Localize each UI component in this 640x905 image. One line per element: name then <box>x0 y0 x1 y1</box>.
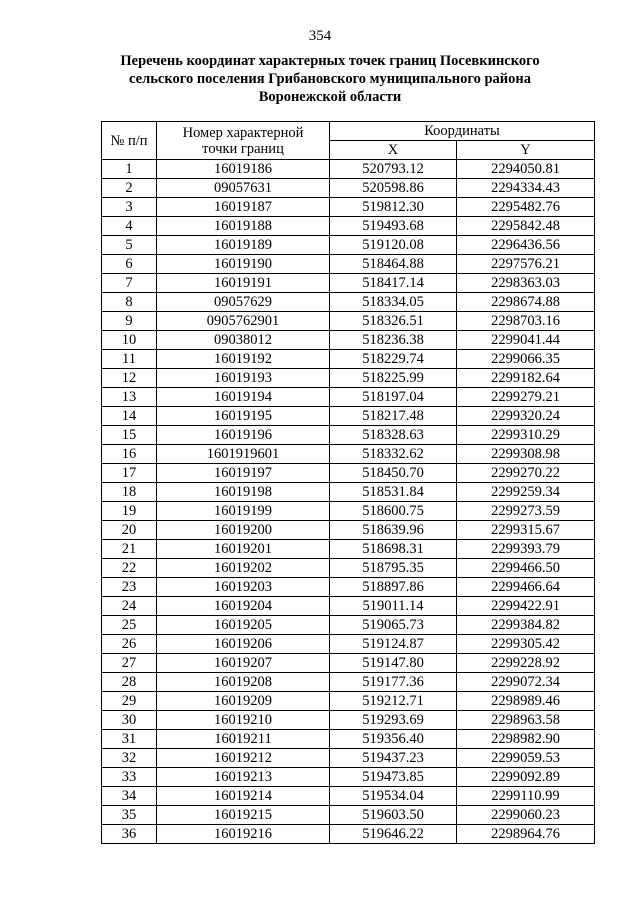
table-row <box>102 160 595 179</box>
table-row <box>102 331 595 350</box>
cell-y: 2296436.56 <box>457 236 595 255</box>
page-number: 354 <box>308 28 332 44</box>
cell-y: 2299320.24 <box>457 407 595 426</box>
title-line-3: Воронежской области <box>258 89 402 105</box>
table-row <box>102 179 595 198</box>
cell-point-id: 16019190 <box>157 255 330 274</box>
cell-y: 2295842.48 <box>457 217 595 236</box>
cell-point-id: 16019215 <box>157 806 330 825</box>
cell-x: 519356.40 <box>330 730 457 749</box>
cell-y: 2299273.59 <box>457 502 595 521</box>
table-row <box>102 711 595 730</box>
table-row <box>102 350 595 369</box>
table-row <box>102 274 595 293</box>
title-line-2: сельского поселения Грибановского муниципального района <box>129 71 531 87</box>
cell-x: 519646.22 <box>330 825 457 844</box>
cell-y: 2298989.46 <box>457 692 595 711</box>
cell-point-id: 16019201 <box>157 540 330 559</box>
cell-x: 519177.36 <box>330 673 457 692</box>
cell-num: 20 <box>102 521 157 540</box>
table-row <box>102 312 595 331</box>
cell-point-id: 16019210 <box>157 711 330 730</box>
cell-y: 2299182.64 <box>457 369 595 388</box>
coordinates-table <box>101 121 595 844</box>
cell-x: 519065.73 <box>330 616 457 635</box>
cell-point-id: 16019189 <box>157 236 330 255</box>
cell-x: 518197.04 <box>330 388 457 407</box>
cell-point-id: 16019194 <box>157 388 330 407</box>
cell-y: 2298963.58 <box>457 711 595 730</box>
cell-point-id: 09057629 <box>157 293 330 312</box>
cell-x: 519120.08 <box>330 236 457 255</box>
cell-x: 519147.80 <box>330 654 457 673</box>
cell-x: 519124.87 <box>330 635 457 654</box>
table-row <box>102 236 595 255</box>
cell-num: 34 <box>102 787 157 806</box>
document-title <box>110 52 550 106</box>
cell-point-id: 16019191 <box>157 274 330 293</box>
cell-point-id: 16019200 <box>157 521 330 540</box>
table-row <box>102 559 595 578</box>
table-row <box>102 293 595 312</box>
cell-y: 2299270.22 <box>457 464 595 483</box>
cell-point-id: 16019195 <box>157 407 330 426</box>
cell-num: 18 <box>102 483 157 502</box>
cell-num: 7 <box>102 274 157 293</box>
cell-x: 518229.74 <box>330 350 457 369</box>
cell-x: 518236.38 <box>330 331 457 350</box>
cell-y: 2299092.89 <box>457 768 595 787</box>
cell-point-id: 16019212 <box>157 749 330 768</box>
cell-point-id: 16019197 <box>157 464 330 483</box>
cell-point-id: 16019216 <box>157 825 330 844</box>
cell-point-id: 1601919601 <box>157 445 330 464</box>
cell-num: 30 <box>102 711 157 730</box>
cell-x: 519473.85 <box>330 768 457 787</box>
cell-x: 518334.05 <box>330 293 457 312</box>
cell-point-id: 16019203 <box>157 578 330 597</box>
header-y: Y <box>457 141 595 160</box>
cell-y: 2299060.23 <box>457 806 595 825</box>
cell-num: 31 <box>102 730 157 749</box>
cell-num: 19 <box>102 502 157 521</box>
cell-y: 2294050.81 <box>457 160 595 179</box>
cell-x: 518332.62 <box>330 445 457 464</box>
table-row <box>102 388 595 407</box>
table-row <box>102 692 595 711</box>
table-row <box>102 407 595 426</box>
cell-num: 14 <box>102 407 157 426</box>
cell-y: 2295482.76 <box>457 198 595 217</box>
cell-num: 13 <box>102 388 157 407</box>
table-row <box>102 502 595 521</box>
cell-point-id: 16019213 <box>157 768 330 787</box>
cell-x: 519011.14 <box>330 597 457 616</box>
cell-point-id: 16019202 <box>157 559 330 578</box>
table-row <box>102 464 595 483</box>
cell-x: 519437.23 <box>330 749 457 768</box>
table-row <box>102 521 595 540</box>
cell-y: 2299110.99 <box>457 787 595 806</box>
cell-num: 17 <box>102 464 157 483</box>
cell-point-id: 16019204 <box>157 597 330 616</box>
cell-x: 518639.96 <box>330 521 457 540</box>
cell-num: 11 <box>102 350 157 369</box>
cell-num: 6 <box>102 255 157 274</box>
table-row <box>102 483 595 502</box>
cell-y: 2299308.98 <box>457 445 595 464</box>
cell-x: 519812.30 <box>330 198 457 217</box>
cell-point-id: 16019188 <box>157 217 330 236</box>
table-row <box>102 217 595 236</box>
cell-point-id: 16019187 <box>157 198 330 217</box>
cell-x: 518326.51 <box>330 312 457 331</box>
cell-num: 29 <box>102 692 157 711</box>
cell-y: 2299279.21 <box>457 388 595 407</box>
cell-num: 28 <box>102 673 157 692</box>
table-row <box>102 806 595 825</box>
cell-num: 25 <box>102 616 157 635</box>
table-body <box>102 160 595 844</box>
table-row <box>102 426 595 445</box>
cell-y: 2299072.34 <box>457 673 595 692</box>
cell-point-id: 16019211 <box>157 730 330 749</box>
cell-x: 518328.63 <box>330 426 457 445</box>
cell-x: 518417.14 <box>330 274 457 293</box>
cell-num: 36 <box>102 825 157 844</box>
cell-x: 518450.70 <box>330 464 457 483</box>
cell-point-id: 0905762901 <box>157 312 330 331</box>
cell-num: 16 <box>102 445 157 464</box>
header-num: № п/п <box>102 122 157 160</box>
cell-point-id: 16019206 <box>157 635 330 654</box>
cell-x: 520793.12 <box>330 160 457 179</box>
header-x: X <box>330 141 457 160</box>
cell-x: 519293.69 <box>330 711 457 730</box>
cell-y: 2298982.90 <box>457 730 595 749</box>
table-row <box>102 749 595 768</box>
table-row <box>102 255 595 274</box>
cell-num: 4 <box>102 217 157 236</box>
cell-y: 2299384.82 <box>457 616 595 635</box>
cell-num: 26 <box>102 635 157 654</box>
cell-num: 23 <box>102 578 157 597</box>
cell-y: 2299466.64 <box>457 578 595 597</box>
table-row <box>102 730 595 749</box>
table-row <box>102 654 595 673</box>
cell-num: 32 <box>102 749 157 768</box>
table-row <box>102 616 595 635</box>
cell-point-id: 16019198 <box>157 483 330 502</box>
cell-x: 518464.88 <box>330 255 457 274</box>
header-coordinates: Координаты <box>330 122 595 141</box>
cell-y: 2299422.91 <box>457 597 595 616</box>
cell-point-id: 16019186 <box>157 160 330 179</box>
cell-num: 15 <box>102 426 157 445</box>
cell-num: 35 <box>102 806 157 825</box>
cell-x: 519212.71 <box>330 692 457 711</box>
table-row <box>102 768 595 787</box>
cell-num: 10 <box>102 331 157 350</box>
cell-y: 2299310.29 <box>457 426 595 445</box>
cell-point-id: 16019193 <box>157 369 330 388</box>
table-row <box>102 673 595 692</box>
table-row <box>102 787 595 806</box>
cell-num: 24 <box>102 597 157 616</box>
cell-x: 518897.86 <box>330 578 457 597</box>
cell-num: 27 <box>102 654 157 673</box>
table-row <box>102 445 595 464</box>
cell-x: 518225.99 <box>330 369 457 388</box>
cell-point-id: 16019214 <box>157 787 330 806</box>
table-row <box>102 635 595 654</box>
cell-num: 33 <box>102 768 157 787</box>
cell-y: 2299228.92 <box>457 654 595 673</box>
cell-num: 3 <box>102 198 157 217</box>
cell-num: 21 <box>102 540 157 559</box>
cell-num: 8 <box>102 293 157 312</box>
table-row <box>102 369 595 388</box>
cell-y: 2298964.76 <box>457 825 595 844</box>
cell-x: 519534.04 <box>330 787 457 806</box>
header-point-line-1: Номер характерной <box>182 124 304 141</box>
cell-num: 12 <box>102 369 157 388</box>
cell-y: 2294334.43 <box>457 179 595 198</box>
cell-x: 518217.48 <box>330 407 457 426</box>
cell-x: 519493.68 <box>330 217 457 236</box>
cell-point-id: 16019205 <box>157 616 330 635</box>
cell-num: 22 <box>102 559 157 578</box>
cell-y: 2298674.88 <box>457 293 595 312</box>
cell-point-id: 16019207 <box>157 654 330 673</box>
cell-y: 2299393.79 <box>457 540 595 559</box>
cell-x: 520598.86 <box>330 179 457 198</box>
cell-x: 518600.75 <box>330 502 457 521</box>
table-header <box>102 122 595 160</box>
cell-x: 518698.31 <box>330 540 457 559</box>
cell-y: 2297576.21 <box>457 255 595 274</box>
cell-num: 9 <box>102 312 157 331</box>
cell-y: 2299305.42 <box>457 635 595 654</box>
cell-x: 519603.50 <box>330 806 457 825</box>
cell-point-id: 09038012 <box>157 331 330 350</box>
table-row <box>102 825 595 844</box>
cell-point-id: 16019192 <box>157 350 330 369</box>
cell-y: 2299259.34 <box>457 483 595 502</box>
cell-x: 518531.84 <box>330 483 457 502</box>
table-row <box>102 540 595 559</box>
cell-num: 5 <box>102 236 157 255</box>
header-point-line-2: точки границ <box>202 140 284 157</box>
cell-x: 518795.35 <box>330 559 457 578</box>
cell-y: 2299315.67 <box>457 521 595 540</box>
cell-point-id: 16019196 <box>157 426 330 445</box>
cell-y: 2298703.16 <box>457 312 595 331</box>
table-row <box>102 198 595 217</box>
cell-point-id: 09057631 <box>157 179 330 198</box>
cell-point-id: 16019208 <box>157 673 330 692</box>
cell-y: 2299041.44 <box>457 331 595 350</box>
cell-y: 2299066.35 <box>457 350 595 369</box>
cell-num: 1 <box>102 160 157 179</box>
header-point <box>157 122 330 160</box>
table-row <box>102 597 595 616</box>
table-row <box>102 578 595 597</box>
cell-num: 2 <box>102 179 157 198</box>
title-line-1: Перечень координат характерных точек границ Посевкинского <box>120 53 540 69</box>
cell-point-id: 16019199 <box>157 502 330 521</box>
cell-y: 2299059.53 <box>457 749 595 768</box>
cell-point-id: 16019209 <box>157 692 330 711</box>
cell-y: 2298363.03 <box>457 274 595 293</box>
cell-y: 2299466.50 <box>457 559 595 578</box>
